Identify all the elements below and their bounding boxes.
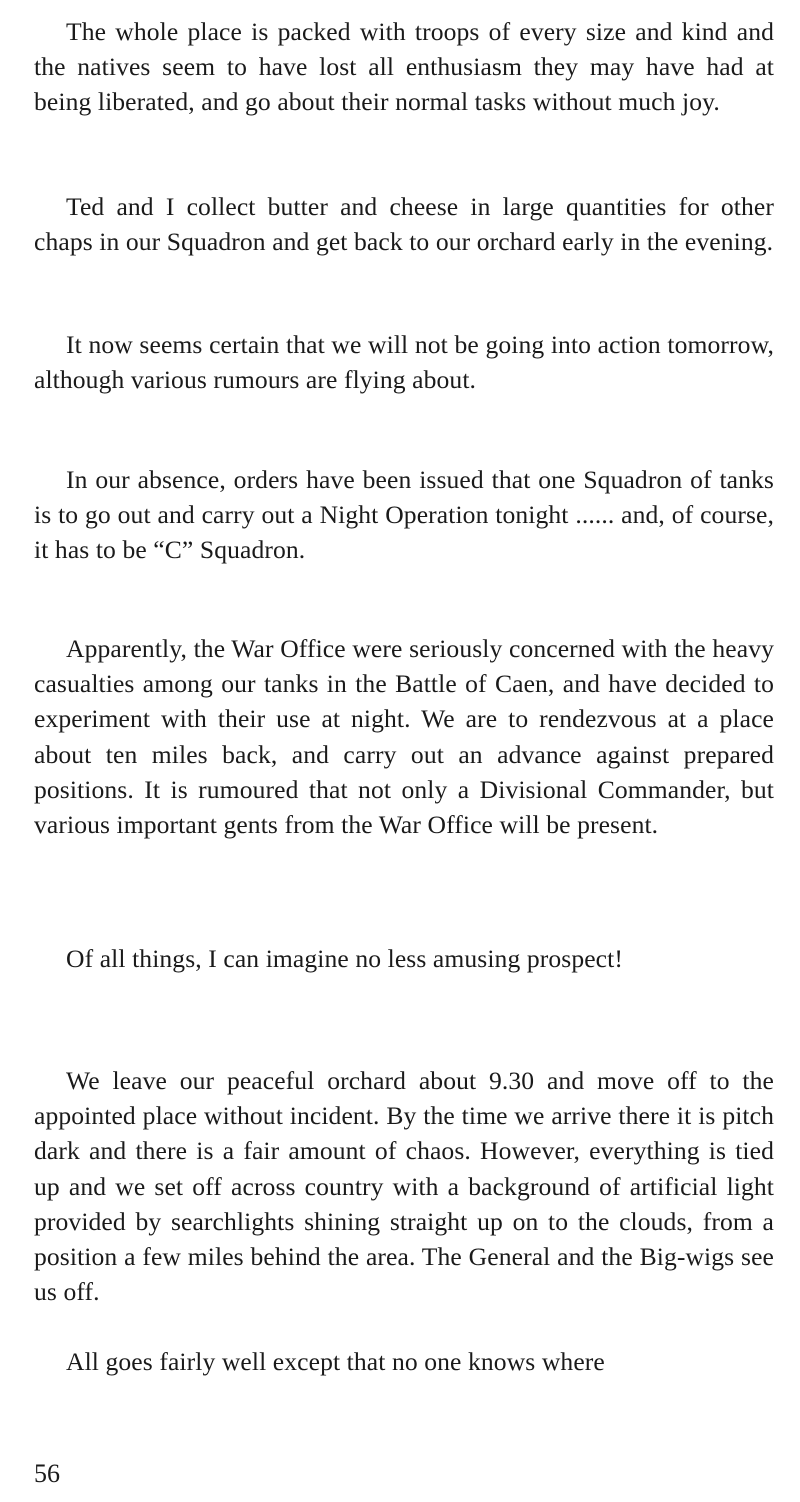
paragraph-8: All goes fairly well except that no one knows where <box>66 1347 605 1376</box>
paragraph-5: Apparently, the War Office were seriously concerned with the heavy casualties among our tanks in the Battle of Caen, and have decided to experiment with their use at night. We are to rendezvous at a place about ten miles back, and carry out an advance against prepared positions. It is rumoured that not only a Divisional Commander, but various important gents from the War Office will be present. <box>34 634 774 840</box>
paragraph-2: Ted and I collect butter and cheese in large quantities for other chaps in our Squadron and get back to our orchard early in the evening. <box>34 192 774 257</box>
paragraph-6: Of all things, I can imagine no less amusing prospect! <box>66 944 623 973</box>
page-number: 56 <box>34 1459 60 1488</box>
paragraph-3: It now seems certain that we will not be going into action tomorrow, although various rumours are flying about. <box>34 330 774 395</box>
paragraph-1: The whole place is packed with troops of every size and kind and the natives seem to have lost all enthusiasm they may have had at being liberated, and go about their normal tasks without much joy. <box>34 17 774 117</box>
paragraph-4: In our absence, orders have been issued that one Squadron of tanks is to go out and carry out a Night Operation tonight ...... and, of course, it has to be “C” Squadron. <box>34 465 774 565</box>
paragraph-7: We leave our peaceful orchard about 9.30 and move off to the appointed place without incident. By the time we arrive there it is pitch dark and there is a fair amount of chaos. However, everything is tied up and we set off across country with a background of artificial light provided by searchlights shining straight up on to the clouds, from a position a few miles behind the area. The General and the Big-wigs see us off. <box>34 1066 774 1307</box>
